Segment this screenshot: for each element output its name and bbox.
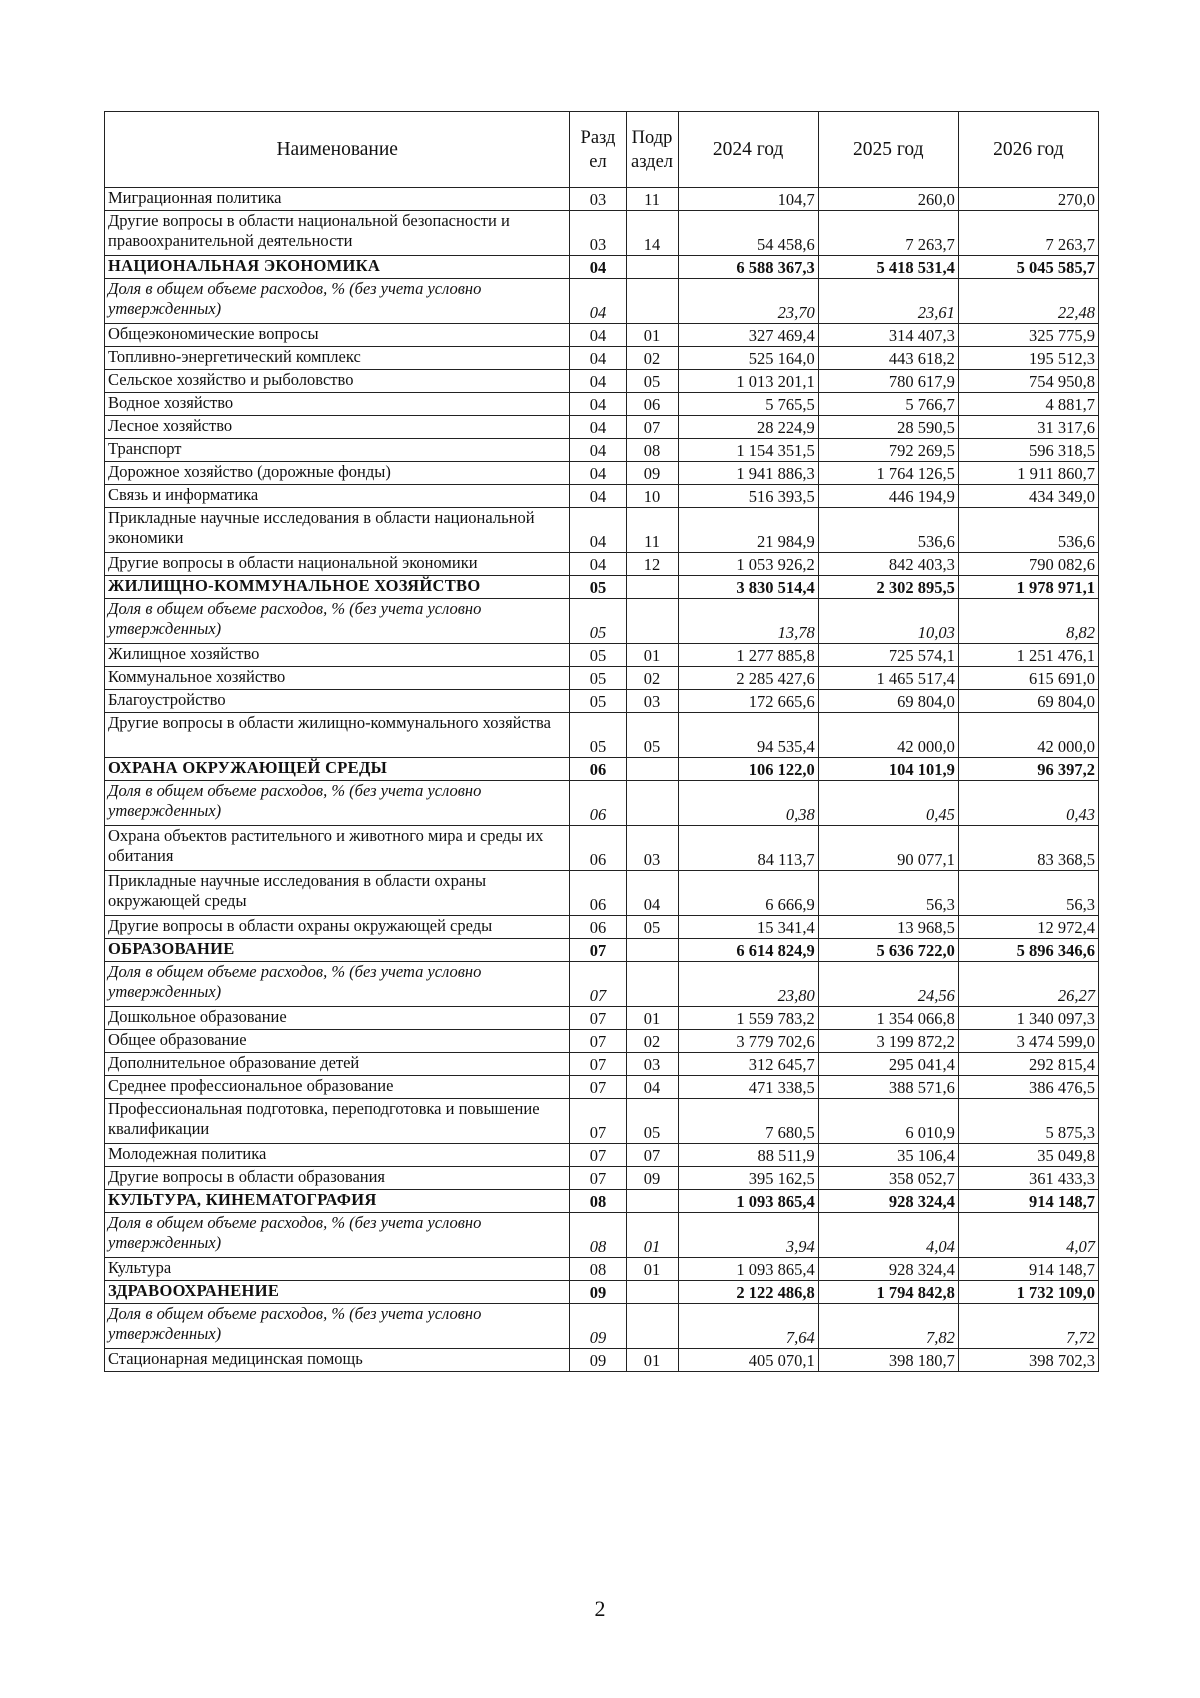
row-section: 06 <box>570 871 626 916</box>
row-subsection: 06 <box>626 393 678 416</box>
row-value-2026: 386 476,5 <box>958 1076 1098 1099</box>
row-value-2025: 7,82 <box>818 1304 958 1349</box>
row-name: Культура <box>105 1258 570 1281</box>
row-subsection: 04 <box>626 871 678 916</box>
row-subsection: 11 <box>626 508 678 553</box>
row-section: 06 <box>570 758 626 781</box>
row-section: 04 <box>570 485 626 508</box>
row-value-2024: 6 666,9 <box>678 871 818 916</box>
row-name: Топливно-энергетический комплекс <box>105 347 570 370</box>
header-section <box>570 112 626 188</box>
table-row <box>105 324 1099 347</box>
row-value-2024: 1 093 865,4 <box>678 1258 818 1281</box>
table-row <box>105 462 1099 485</box>
table-row <box>105 758 1099 781</box>
row-subsection: 01 <box>626 324 678 347</box>
row-section: 05 <box>570 690 626 713</box>
row-value-2025: 23,61 <box>818 279 958 324</box>
table-row <box>105 1167 1099 1190</box>
row-subsection: 01 <box>626 1258 678 1281</box>
row-value-2025: 358 052,7 <box>818 1167 958 1190</box>
row-value-2024: 84 113,7 <box>678 826 818 871</box>
row-value-2026: 398 702,3 <box>958 1349 1098 1372</box>
row-value-2026: 536,6 <box>958 508 1098 553</box>
row-value-2026: 292 815,4 <box>958 1053 1098 1076</box>
row-value-2025: 90 077,1 <box>818 826 958 871</box>
table-row <box>105 1099 1099 1144</box>
row-value-2026: 22,48 <box>958 279 1098 324</box>
row-value-2024: 106 122,0 <box>678 758 818 781</box>
row-section: 07 <box>570 1099 626 1144</box>
row-subsection: 12 <box>626 553 678 576</box>
row-name: Другие вопросы в области жилищно-коммунального хозяйства <box>105 713 570 758</box>
row-subsection: 02 <box>626 347 678 370</box>
row-section: 04 <box>570 393 626 416</box>
row-subsection: 03 <box>626 826 678 871</box>
table-row <box>105 871 1099 916</box>
row-subsection: 07 <box>626 1144 678 1167</box>
row-value-2025: 1 764 126,5 <box>818 462 958 485</box>
row-value-2026: 325 775,9 <box>958 324 1098 347</box>
row-name: Доля в общем объеме расходов, % (без учета условно утвержденных) <box>105 781 570 826</box>
row-section: 04 <box>570 324 626 347</box>
row-subsection: 09 <box>626 1167 678 1190</box>
row-subsection <box>626 256 678 279</box>
row-value-2026: 56,3 <box>958 871 1098 916</box>
row-value-2026: 31 317,6 <box>958 416 1098 439</box>
header-name: Наименование <box>105 112 570 188</box>
row-subsection <box>626 781 678 826</box>
row-value-2025: 928 324,4 <box>818 1258 958 1281</box>
row-value-2025: 42 000,0 <box>818 713 958 758</box>
row-value-2024: 1 093 865,4 <box>678 1190 818 1213</box>
table-row <box>105 1304 1099 1349</box>
table-row <box>105 1053 1099 1076</box>
row-value-2024: 2 285 427,6 <box>678 667 818 690</box>
row-subsection <box>626 758 678 781</box>
row-section: 09 <box>570 1304 626 1349</box>
row-value-2026: 7 263,7 <box>958 211 1098 256</box>
table-row <box>105 1190 1099 1213</box>
row-subsection: 10 <box>626 485 678 508</box>
row-subsection: 03 <box>626 1053 678 1076</box>
row-name: Общеэкономические вопросы <box>105 324 570 347</box>
row-value-2026: 361 433,3 <box>958 1167 1098 1190</box>
row-subsection <box>626 1190 678 1213</box>
header-subsection-line1: Подр <box>631 127 673 148</box>
header-year-2026: 2026 год <box>958 112 1098 188</box>
row-name: Дорожное хозяйство (дорожные фонды) <box>105 462 570 485</box>
row-value-2026: 1 911 860,7 <box>958 462 1098 485</box>
row-value-2026: 4 881,7 <box>958 393 1098 416</box>
table-row <box>105 508 1099 553</box>
header-year-2025: 2025 год <box>818 112 958 188</box>
row-subsection: 04 <box>626 1076 678 1099</box>
row-value-2024: 23,70 <box>678 279 818 324</box>
row-value-2026: 26,27 <box>958 962 1098 1007</box>
table-row <box>105 416 1099 439</box>
budget-table <box>104 111 1099 1372</box>
row-value-2026: 3 474 599,0 <box>958 1030 1098 1053</box>
row-subsection <box>626 962 678 1007</box>
row-name: Транспорт <box>105 439 570 462</box>
table-row <box>105 553 1099 576</box>
row-value-2025: 69 804,0 <box>818 690 958 713</box>
row-value-2025: 792 269,5 <box>818 439 958 462</box>
header-subsection <box>626 112 678 188</box>
row-name: НАЦИОНАЛЬНАЯ ЭКОНОМИКА <box>105 256 570 279</box>
table-row <box>105 1281 1099 1304</box>
row-subsection: 08 <box>626 439 678 462</box>
row-value-2024: 525 164,0 <box>678 347 818 370</box>
row-subsection: 05 <box>626 1099 678 1144</box>
row-value-2025: 0,45 <box>818 781 958 826</box>
row-value-2025: 1 794 842,8 <box>818 1281 958 1304</box>
row-value-2025: 1 354 066,8 <box>818 1007 958 1030</box>
row-value-2025: 536,6 <box>818 508 958 553</box>
row-subsection: 02 <box>626 1030 678 1053</box>
row-value-2025: 13 968,5 <box>818 916 958 939</box>
table-row <box>105 667 1099 690</box>
row-subsection: 09 <box>626 462 678 485</box>
row-subsection <box>626 1304 678 1349</box>
row-name: ОХРАНА ОКРУЖАЮЩЕЙ СРЕДЫ <box>105 758 570 781</box>
row-value-2024: 1 277 885,8 <box>678 644 818 667</box>
row-value-2026: 4,07 <box>958 1213 1098 1258</box>
table-row <box>105 1007 1099 1030</box>
row-value-2025: 3 199 872,2 <box>818 1030 958 1053</box>
row-section: 08 <box>570 1258 626 1281</box>
page-number: 2 <box>594 1596 606 1621</box>
row-section: 07 <box>570 1144 626 1167</box>
row-value-2025: 28 590,5 <box>818 416 958 439</box>
row-name: Среднее профессиональное образование <box>105 1076 570 1099</box>
table-row <box>105 485 1099 508</box>
row-name: Прикладные научные исследования в области охраны окружающей среды <box>105 871 570 916</box>
row-section: 08 <box>570 1190 626 1213</box>
row-name: Доля в общем объеме расходов, % (без учета условно утвержденных) <box>105 1304 570 1349</box>
row-section: 08 <box>570 1213 626 1258</box>
row-value-2024: 1 154 351,5 <box>678 439 818 462</box>
table-row <box>105 279 1099 324</box>
row-name: Другие вопросы в области образования <box>105 1167 570 1190</box>
row-value-2025: 35 106,4 <box>818 1144 958 1167</box>
row-section: 04 <box>570 553 626 576</box>
row-subsection: 05 <box>626 916 678 939</box>
row-subsection: 03 <box>626 690 678 713</box>
row-value-2025: 2 302 895,5 <box>818 576 958 599</box>
row-section: 03 <box>570 188 626 211</box>
row-section: 05 <box>570 644 626 667</box>
table-row <box>105 826 1099 871</box>
row-name: Водное хозяйство <box>105 393 570 416</box>
row-value-2025: 7 263,7 <box>818 211 958 256</box>
row-value-2024: 7,64 <box>678 1304 818 1349</box>
table-row <box>105 644 1099 667</box>
row-subsection <box>626 279 678 324</box>
row-value-2025: 314 407,3 <box>818 324 958 347</box>
row-section: 05 <box>570 713 626 758</box>
table-row <box>105 916 1099 939</box>
row-value-2026: 83 368,5 <box>958 826 1098 871</box>
row-value-2026: 914 148,7 <box>958 1190 1098 1213</box>
row-value-2026: 1 978 971,1 <box>958 576 1098 599</box>
row-name: Сельское хозяйство и рыболовство <box>105 370 570 393</box>
row-value-2026: 790 082,6 <box>958 553 1098 576</box>
row-name: КУЛЬТУРА, КИНЕМАТОГРАФИЯ <box>105 1190 570 1213</box>
table-row <box>105 211 1099 256</box>
row-value-2024: 21 984,9 <box>678 508 818 553</box>
row-value-2026: 434 349,0 <box>958 485 1098 508</box>
table-row <box>105 1030 1099 1053</box>
row-value-2024: 3 830 514,4 <box>678 576 818 599</box>
row-name: Охрана объектов растительного и животного мира и среды их обитания <box>105 826 570 871</box>
table-row <box>105 347 1099 370</box>
row-subsection <box>626 1281 678 1304</box>
row-name: Доля в общем объеме расходов, % (без учета условно утвержденных) <box>105 599 570 644</box>
row-value-2024: 94 535,4 <box>678 713 818 758</box>
row-value-2024: 3,94 <box>678 1213 818 1258</box>
row-value-2025: 5 636 722,0 <box>818 939 958 962</box>
row-value-2025: 443 618,2 <box>818 347 958 370</box>
row-section: 09 <box>570 1349 626 1372</box>
row-value-2024: 516 393,5 <box>678 485 818 508</box>
table-row <box>105 1213 1099 1258</box>
row-section: 04 <box>570 347 626 370</box>
table-row <box>105 690 1099 713</box>
row-subsection: 01 <box>626 1007 678 1030</box>
row-section: 07 <box>570 1007 626 1030</box>
row-name: Общее образование <box>105 1030 570 1053</box>
row-value-2024: 2 122 486,8 <box>678 1281 818 1304</box>
row-section: 06 <box>570 826 626 871</box>
row-section: 07 <box>570 1053 626 1076</box>
row-subsection: 01 <box>626 1349 678 1372</box>
row-subsection: 01 <box>626 1213 678 1258</box>
row-value-2026: 69 804,0 <box>958 690 1098 713</box>
row-value-2024: 1 941 886,3 <box>678 462 818 485</box>
header-subsection-line2: аздел <box>631 151 674 172</box>
row-name: Коммунальное хозяйство <box>105 667 570 690</box>
table-row <box>105 781 1099 826</box>
row-value-2026: 96 397,2 <box>958 758 1098 781</box>
row-value-2026: 1 251 476,1 <box>958 644 1098 667</box>
row-value-2024: 7 680,5 <box>678 1099 818 1144</box>
row-subsection: 01 <box>626 644 678 667</box>
table-row <box>105 393 1099 416</box>
row-value-2026: 596 318,5 <box>958 439 1098 462</box>
row-value-2024: 6 588 367,3 <box>678 256 818 279</box>
row-name: Другие вопросы в области национальной экономики <box>105 553 570 576</box>
row-value-2025: 56,3 <box>818 871 958 916</box>
row-value-2024: 104,7 <box>678 188 818 211</box>
table-row <box>105 576 1099 599</box>
row-name: Дополнительное образование детей <box>105 1053 570 1076</box>
table-header-row <box>105 112 1099 188</box>
row-section: 04 <box>570 439 626 462</box>
row-subsection: 11 <box>626 188 678 211</box>
table-row <box>105 439 1099 462</box>
table-row <box>105 713 1099 758</box>
row-name: Профессиональная подготовка, переподготовка и повышение квалификации <box>105 1099 570 1144</box>
row-value-2024: 23,80 <box>678 962 818 1007</box>
row-value-2025: 104 101,9 <box>818 758 958 781</box>
table-row <box>105 1144 1099 1167</box>
row-value-2025: 928 324,4 <box>818 1190 958 1213</box>
header-section-line1: Разд <box>580 127 616 148</box>
row-value-2026: 1 340 097,3 <box>958 1007 1098 1030</box>
row-name: Прикладные научные исследования в области национальной экономики <box>105 508 570 553</box>
row-section: 09 <box>570 1281 626 1304</box>
row-name: Лесное хозяйство <box>105 416 570 439</box>
row-section: 05 <box>570 667 626 690</box>
row-value-2025: 725 574,1 <box>818 644 958 667</box>
row-value-2026: 7,72 <box>958 1304 1098 1349</box>
row-value-2026: 914 148,7 <box>958 1258 1098 1281</box>
row-value-2024: 88 511,9 <box>678 1144 818 1167</box>
row-value-2026: 270,0 <box>958 188 1098 211</box>
row-value-2024: 3 779 702,6 <box>678 1030 818 1053</box>
row-value-2025: 446 194,9 <box>818 485 958 508</box>
row-name: Стационарная медицинская помощь <box>105 1349 570 1372</box>
row-subsection: 02 <box>626 667 678 690</box>
row-name: Связь и информатика <box>105 485 570 508</box>
row-section: 06 <box>570 781 626 826</box>
row-value-2024: 0,38 <box>678 781 818 826</box>
header-section-line2: ел <box>589 151 607 172</box>
row-section: 07 <box>570 962 626 1007</box>
row-section: 04 <box>570 462 626 485</box>
row-value-2024: 405 070,1 <box>678 1349 818 1372</box>
row-section: 04 <box>570 370 626 393</box>
row-value-2024: 15 341,4 <box>678 916 818 939</box>
row-name: Другие вопросы в области национальной безопасности и правоохранительной деятельности <box>105 211 570 256</box>
row-value-2026: 5 875,3 <box>958 1099 1098 1144</box>
row-value-2025: 780 617,9 <box>818 370 958 393</box>
row-value-2024: 1 559 783,2 <box>678 1007 818 1030</box>
row-name: Доля в общем объеме расходов, % (без учета условно утвержденных) <box>105 1213 570 1258</box>
table-row <box>105 370 1099 393</box>
row-value-2025: 5 418 531,4 <box>818 256 958 279</box>
row-name: Молодежная политика <box>105 1144 570 1167</box>
row-subsection: 05 <box>626 713 678 758</box>
row-value-2026: 5 896 346,6 <box>958 939 1098 962</box>
row-value-2025: 6 010,9 <box>818 1099 958 1144</box>
row-value-2024: 28 224,9 <box>678 416 818 439</box>
row-value-2024: 54 458,6 <box>678 211 818 256</box>
table-body <box>105 188 1099 1372</box>
row-subsection <box>626 599 678 644</box>
row-value-2024: 327 469,4 <box>678 324 818 347</box>
row-name: ЗДРАВООХРАНЕНИЕ <box>105 1281 570 1304</box>
row-name: Другие вопросы в области охраны окружающей среды <box>105 916 570 939</box>
row-section: 07 <box>570 1167 626 1190</box>
row-value-2025: 24,56 <box>818 962 958 1007</box>
row-section: 06 <box>570 916 626 939</box>
row-value-2026: 195 512,3 <box>958 347 1098 370</box>
row-value-2025: 1 465 517,4 <box>818 667 958 690</box>
row-value-2024: 6 614 824,9 <box>678 939 818 962</box>
row-subsection <box>626 576 678 599</box>
row-subsection: 14 <box>626 211 678 256</box>
row-name: Благоустройство <box>105 690 570 713</box>
row-value-2026: 1 732 109,0 <box>958 1281 1098 1304</box>
row-value-2026: 42 000,0 <box>958 713 1098 758</box>
row-value-2026: 8,82 <box>958 599 1098 644</box>
row-value-2026: 615 691,0 <box>958 667 1098 690</box>
row-value-2024: 172 665,6 <box>678 690 818 713</box>
row-value-2025: 260,0 <box>818 188 958 211</box>
row-subsection <box>626 939 678 962</box>
row-section: 03 <box>570 211 626 256</box>
row-name: ОБРАЗОВАНИЕ <box>105 939 570 962</box>
row-value-2024: 395 162,5 <box>678 1167 818 1190</box>
row-section: 07 <box>570 1030 626 1053</box>
row-section: 04 <box>570 279 626 324</box>
row-value-2024: 1 053 926,2 <box>678 553 818 576</box>
row-value-2025: 5 766,7 <box>818 393 958 416</box>
row-value-2025: 4,04 <box>818 1213 958 1258</box>
row-value-2026: 5 045 585,7 <box>958 256 1098 279</box>
header-year-2024: 2024 год <box>678 112 818 188</box>
row-section: 05 <box>570 576 626 599</box>
row-name: Жилищное хозяйство <box>105 644 570 667</box>
table-row <box>105 599 1099 644</box>
row-name: Дошкольное образование <box>105 1007 570 1030</box>
row-value-2025: 842 403,3 <box>818 553 958 576</box>
row-value-2024: 471 338,5 <box>678 1076 818 1099</box>
row-value-2026: 0,43 <box>958 781 1098 826</box>
row-value-2025: 388 571,6 <box>818 1076 958 1099</box>
row-value-2024: 13,78 <box>678 599 818 644</box>
row-name: Доля в общем объеме расходов, % (без учета условно утвержденных) <box>105 279 570 324</box>
row-section: 07 <box>570 939 626 962</box>
table-row <box>105 962 1099 1007</box>
row-section: 07 <box>570 1076 626 1099</box>
table-row <box>105 1349 1099 1372</box>
row-value-2025: 10,03 <box>818 599 958 644</box>
table-row <box>105 188 1099 211</box>
row-value-2025: 295 041,4 <box>818 1053 958 1076</box>
table-row <box>105 939 1099 962</box>
row-section: 04 <box>570 508 626 553</box>
row-value-2026: 35 049,8 <box>958 1144 1098 1167</box>
row-value-2025: 398 180,7 <box>818 1349 958 1372</box>
row-subsection: 07 <box>626 416 678 439</box>
row-value-2026: 754 950,8 <box>958 370 1098 393</box>
row-section: 05 <box>570 599 626 644</box>
row-value-2024: 312 645,7 <box>678 1053 818 1076</box>
table-row <box>105 1258 1099 1281</box>
row-value-2024: 5 765,5 <box>678 393 818 416</box>
row-section: 04 <box>570 256 626 279</box>
row-value-2026: 12 972,4 <box>958 916 1098 939</box>
table-row <box>105 1076 1099 1099</box>
row-subsection: 05 <box>626 370 678 393</box>
row-name: Доля в общем объеме расходов, % (без учета условно утвержденных) <box>105 962 570 1007</box>
table-row <box>105 256 1099 279</box>
row-section: 04 <box>570 416 626 439</box>
row-value-2024: 1 013 201,1 <box>678 370 818 393</box>
row-name: ЖИЛИЩНО-КОММУНАЛЬНОЕ ХОЗЯЙСТВО <box>105 576 570 599</box>
row-name: Миграционная политика <box>105 188 570 211</box>
